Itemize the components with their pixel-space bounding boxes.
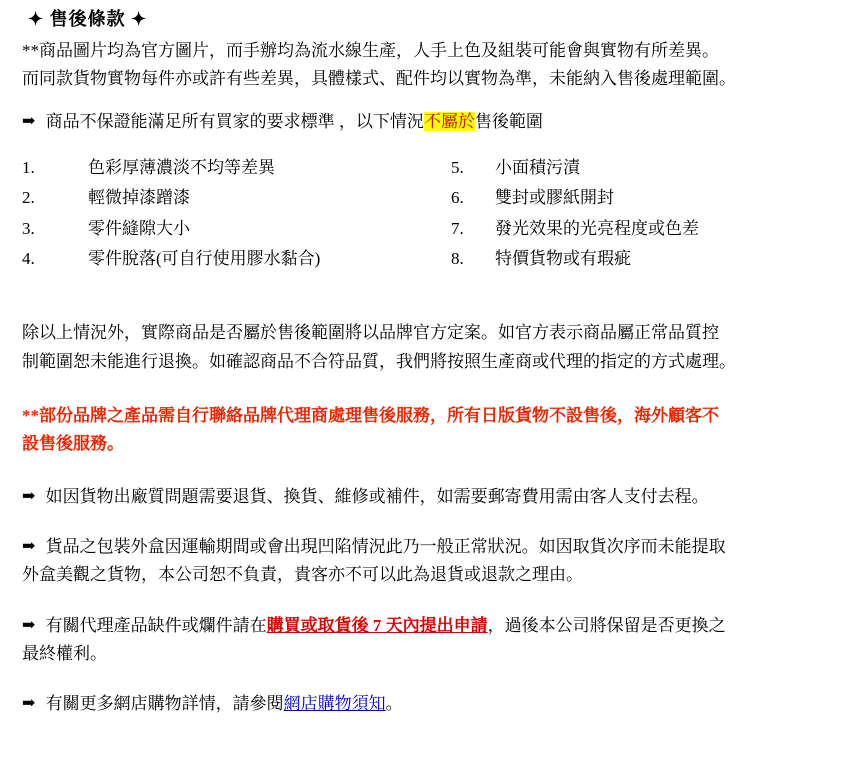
bullet-packaging-line-2: 外盒美觀之貨物，本公司恕不負責，貴客亦不可以此為退貨或退款之理由。 [22, 565, 583, 585]
shop-guide-link[interactable]: 網店購物須知 [283, 694, 386, 714]
spacer [22, 377, 850, 403]
more-info-before: 有關更多網店購物詳情，請參閱 [45, 694, 284, 714]
exclusions-list [22, 155, 850, 276]
list-item [22, 216, 451, 242]
spacer [22, 591, 850, 613]
spacer [22, 95, 850, 109]
list-item [22, 246, 451, 272]
list-item-number: 8. [450, 248, 464, 268]
agent-parts-line-1 [22, 613, 850, 639]
intro-line-2: 而同款貨物實物每件亦或許有些差異，具體樣式、配件均以實物為準，未能納入售後處理範圍。 [22, 69, 736, 89]
agent-parts-before: 有關代理產品缺件或爛件請在 [45, 615, 267, 635]
list-item-number: 5. [450, 157, 464, 177]
agent-parts-after: ，過後本公司將保留是否更換之 [487, 615, 726, 635]
list-item [451, 155, 850, 181]
list-item [451, 185, 850, 211]
bullet-packaging-line-1 [22, 534, 850, 560]
title-text: ✦ 售後條款 ✦ [28, 9, 148, 29]
list-item-label: 雙封或膠紙開封 [494, 188, 614, 208]
bullet-shipping-cost [22, 484, 850, 510]
list-item [451, 216, 850, 242]
list-item-number: 6. [450, 188, 464, 208]
agent-notice-line-2: 設售後服務。 [22, 434, 124, 454]
more-info-after: 。 [385, 694, 403, 714]
list-item-number: 2. [22, 188, 35, 208]
list-item-label: 發光效果的光亮程度或色差 [494, 218, 699, 238]
scope-notice [22, 109, 850, 135]
list-item-label: 特價貨物或有瑕疵 [494, 248, 631, 268]
bullet-text: 貨品之包裝外盒因運輸期間或會出現凹陷情況此乃一般正常狀況。如因取貨次序而未能提取 [45, 537, 726, 557]
quality-paragraph-line-1: 除以上情況外，實際商品是否屬於售後範圍將以品牌官方定案。如官方表示商品屬正常品質控 [22, 323, 719, 343]
spacer [22, 460, 850, 484]
list-item-number: 3. [22, 218, 35, 238]
arrow-icon: ➡ [22, 538, 36, 556]
list-item-label: 色彩厚薄濃淡不均等差異 [88, 157, 275, 177]
spacer [22, 512, 850, 534]
list-item [22, 155, 451, 181]
exclusions-right-column [451, 155, 850, 276]
arrow-icon: ➡ [22, 616, 36, 634]
list-item-label: 輕微掉漆蹭漆 [88, 188, 190, 208]
list-item-number: 1. [22, 157, 35, 177]
more-info-line [22, 691, 850, 717]
list-item-label: 小面積污漬 [494, 157, 580, 177]
arrow-icon: ➡ [22, 487, 36, 505]
arrow-icon: ➡ [22, 695, 36, 713]
quality-paragraph-line-2: 制範圍恕未能進行退換。如確認商品不合符品質，我們將按照生產商或代理的指定的方式處理。 [22, 351, 736, 371]
scope-notice-before: 商品不保證能滿足所有買家的要求標準 ，以下情況 [45, 111, 424, 131]
scope-notice-highlight: 不屬於 [423, 111, 475, 131]
intro-line-1: **商品圖片均為官方圖片，而手辦均為流水線生產，人手上色及組裝可能會與實物有所差異。 [22, 40, 719, 60]
arrow-icon: ➡ [22, 112, 36, 130]
spacer [22, 137, 850, 151]
bullet-text: 如因貨物出廠質問題需要退貨、換貨、維修或補件，如需要郵寄費用需由客人支付去程。 [45, 486, 709, 506]
list-item [22, 185, 451, 211]
spacer [22, 669, 850, 691]
agent-parts-line-2: 最終權利。 [22, 644, 107, 664]
page-title [28, 6, 850, 34]
agent-parts-emphasis: 購買或取貨後 7 天內提出申請 [266, 615, 488, 635]
list-item-number: 4. [22, 248, 35, 268]
list-item-label: 零件縫隙大小 [88, 218, 190, 238]
agent-notice-line-1: **部份品牌之產品需自行聯絡品牌代理商處理售後服務，所有日版貨物不設售後，海外顧客不 [22, 405, 719, 425]
scope-notice-after: 售後範圍 [474, 111, 543, 131]
list-item [451, 246, 850, 272]
exclusions-left-column [22, 155, 451, 276]
list-item-label: 零件脫落(可自行使用膠水黏合) [88, 248, 321, 268]
list-item-number: 7. [450, 218, 464, 238]
spacer [22, 276, 850, 320]
